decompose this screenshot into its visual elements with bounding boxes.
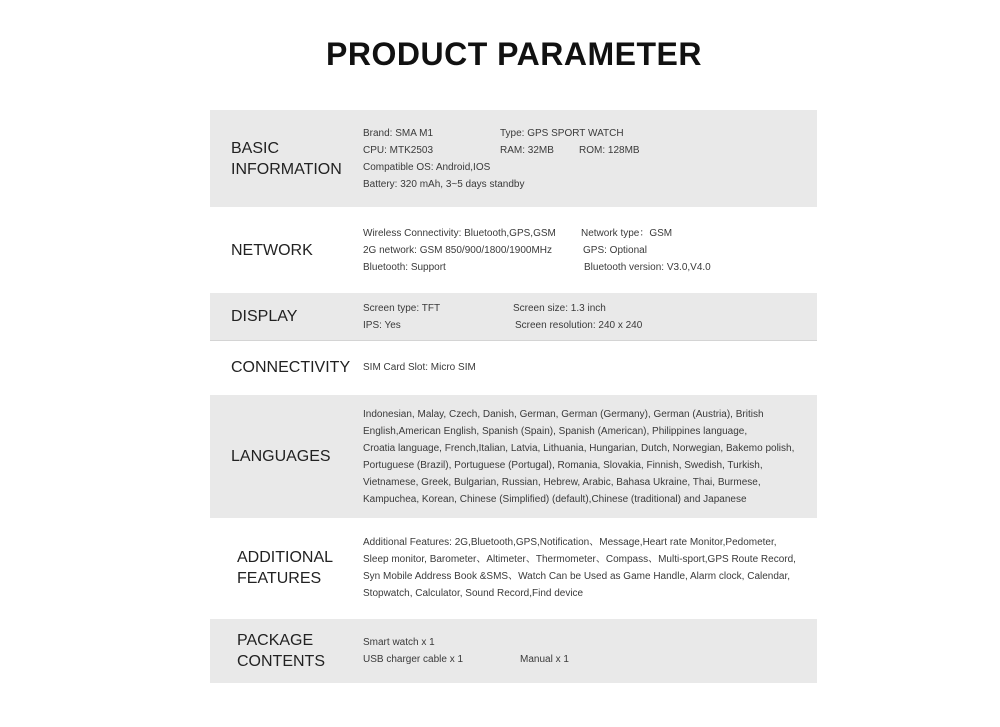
spec-screen-resolution: Screen resolution: 240 x 240 <box>515 319 643 331</box>
section-basic-information <box>210 110 817 207</box>
spec-brand: Brand: SMA M1 <box>363 127 434 139</box>
additional-features-list: Additional Features: 2G,Bluetooth,GPS,Notification、Message,Heart rate Monitor,Pedometer, Sleep monitor, Barometer、Altimeter、Thermometer、Compass、Multi-sport,GPS Route Record, Syn Mobile Address Book &SMS、Watch Can be Used as Game Handle, Alarm clock, Calendar, Stopwatch, Calculator, Sound Record,Find device <box>363 537 796 599</box>
spec-gps: GPS: Optional <box>583 244 647 256</box>
spec-ips: IPS: Yes <box>363 319 401 331</box>
page-title: PRODUCT PARAMETER <box>326 36 702 72</box>
spec-screen-type: Screen type: TFT <box>363 302 441 314</box>
section-network <box>210 208 817 292</box>
section-connectivity <box>210 341 817 394</box>
languages-list: Indonesian, Malay, Czech, Danish, German, German (Germany), German (Austria), British English,American English, Spanish (Spain), Spanish (American), Philippines language, Croatia language, French,Italian, Latvia, Lithuania, Hungarian, Dutch, Norwegian, Bakemo polish, Portuguese (Brazil), Portuguese (Portugal), Romania, Slovakia, Finnish, Swedish, Turkish, Vietnamese, Greek, Bulgarian, Russian, Hebrew, Arabic, Bahasa Ukraine, Thai, Burmese, Kampuchea, Korean, Chinese (Simplified) (default),Chinese (traditional) and Japanese <box>363 408 795 505</box>
section-languages <box>210 395 817 518</box>
spec-bluetooth: Bluetooth: Support <box>363 261 446 273</box>
spec-ram: RAM: 32MB <box>500 144 554 156</box>
section-display <box>210 293 817 340</box>
section-title-package-contents: PACKAGE CONTENTS <box>237 632 325 670</box>
spec-sim-slot: SIM Card Slot: Micro SIM <box>363 362 476 373</box>
spec-wireless: Wireless Connectivity: Bluetooth,GPS,GSM <box>363 227 556 239</box>
spec-rom: ROM: 128MB <box>579 144 640 156</box>
spec-os: Compatible OS: Android,IOS <box>363 161 491 173</box>
spec-smart-watch: Smart watch x 1 <box>363 637 435 648</box>
spec-manual: Manual x 1 <box>520 654 569 665</box>
section-additional-features <box>210 519 817 617</box>
spec-screen-size: Screen size: 1.3 inch <box>513 302 606 314</box>
section-package-contents <box>210 619 817 683</box>
section-title-connectivity: CONNECTIVITY <box>231 359 351 376</box>
section-title-additional-features: ADDITIONAL FEATURES <box>237 549 334 587</box>
section-title-network: NETWORK <box>231 241 313 259</box>
spec-bluetooth-version: Bluetooth version: V3.0,V4.0 <box>584 261 711 273</box>
spec-cpu: CPU: MTK2503 <box>363 144 434 156</box>
spec-2g-network: 2G network: GSM 850/900/1800/1900MHz <box>363 244 552 256</box>
spec-battery: Battery: 320 mAh, 3~5 days standby <box>363 178 525 190</box>
section-title-display: DISPLAY <box>231 308 298 325</box>
section-title-languages: LANGUAGES <box>231 448 331 465</box>
spec-usb-cable: USB charger cable x 1 <box>363 654 464 665</box>
section-title-basic-information: BASIC INFORMATION <box>231 139 342 178</box>
spec-network-type: Network type：GSM <box>581 227 673 239</box>
spec-type: Type: GPS SPORT WATCH <box>500 127 624 139</box>
